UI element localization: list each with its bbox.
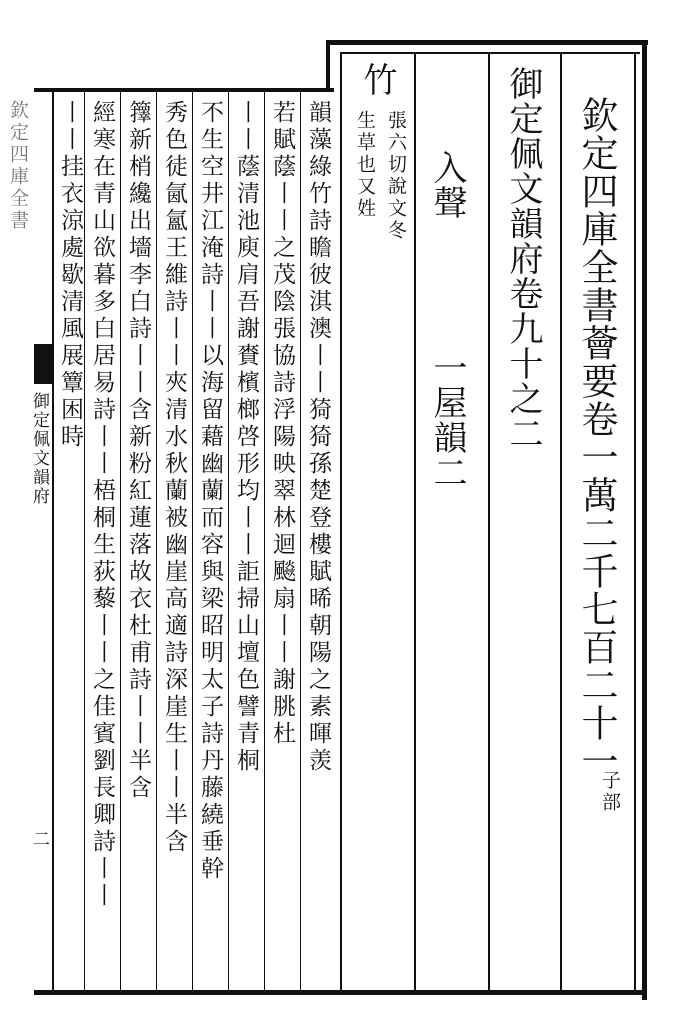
strip-marker bbox=[34, 344, 54, 384]
column-rule bbox=[156, 92, 157, 990]
frame-right-border bbox=[642, 40, 647, 1000]
column-rule bbox=[192, 92, 193, 990]
column-rule bbox=[264, 92, 265, 990]
volume-title: 御定佩文韻府卷九十之二 bbox=[503, 66, 543, 451]
section-label: 子部 bbox=[599, 770, 621, 814]
column-rule bbox=[414, 52, 416, 992]
entry-head-character: 竹 bbox=[357, 62, 397, 97]
column-rule bbox=[52, 92, 54, 990]
column-rule bbox=[228, 92, 229, 990]
column-rule bbox=[340, 52, 342, 992]
entry-gloss-line-1: 張六切說文冬 bbox=[385, 110, 407, 242]
rhyme-heading: 一屋韻二 bbox=[427, 350, 467, 490]
column-rule bbox=[300, 92, 301, 990]
page-number: 二 bbox=[29, 830, 49, 849]
adjacent-page-title: 欽定四庫全書 bbox=[7, 100, 29, 232]
tone-heading: 入聲 bbox=[427, 150, 467, 220]
body-text-column: 若賦蔭丨丨之茂陰張協詩浮陽映翠林迴飈扇丨丨謝朓杜 bbox=[269, 100, 295, 748]
column-rule bbox=[560, 52, 562, 992]
frame-top-border bbox=[326, 40, 648, 45]
body-text-column: 不生空井江淹詩丨丨以海留藉幽蘭而容與梁昭明太子詩丹藤繞垂幹 bbox=[197, 100, 223, 883]
frame-tab-left bbox=[326, 40, 330, 92]
adjacent-page-label: 御定佩文韻府 bbox=[29, 392, 49, 506]
column-rule bbox=[488, 52, 490, 992]
body-text-column: 經寒在青山欲暮多白居易詩丨丨梧桐生荻藜丨丨之佳賓劉長卿詩丨丨 bbox=[89, 100, 115, 910]
entry-gloss-line-2: 生草也又姓 bbox=[354, 110, 376, 220]
book-title: 欽定四庫全書薈要卷一萬二千七百二十一 bbox=[575, 96, 618, 780]
body-text-column: 秀色徒氤氳王維詩丨丨夾清水秋蘭被幽崖高適詩深崖生丨丨半含 bbox=[161, 100, 187, 856]
body-text-column: 丨丨挂衣涼處歇清風展簟困時 bbox=[57, 100, 83, 451]
frame-top-inner-border bbox=[340, 52, 640, 54]
column-rule bbox=[120, 92, 121, 990]
column-rule bbox=[84, 92, 85, 990]
body-text-column: 韻藻綠竹詩瞻彼淇澳丨丨猗猗孫楚登樓賦晞朝陽之素暉羡 bbox=[305, 100, 331, 775]
frame-right-inner-border bbox=[634, 52, 636, 992]
body-text-column: 丨丨蔭清池庾肩吾謝賚檳榔啓形均丨丨詎掃山壇色譬青桐 bbox=[233, 100, 259, 775]
body-text-column: 籜新梢纔出墻李白詩丨丨含新粉紅蓮落故衣杜甫詩丨丨半含 bbox=[125, 100, 151, 802]
frame-left-top-border bbox=[34, 88, 334, 92]
